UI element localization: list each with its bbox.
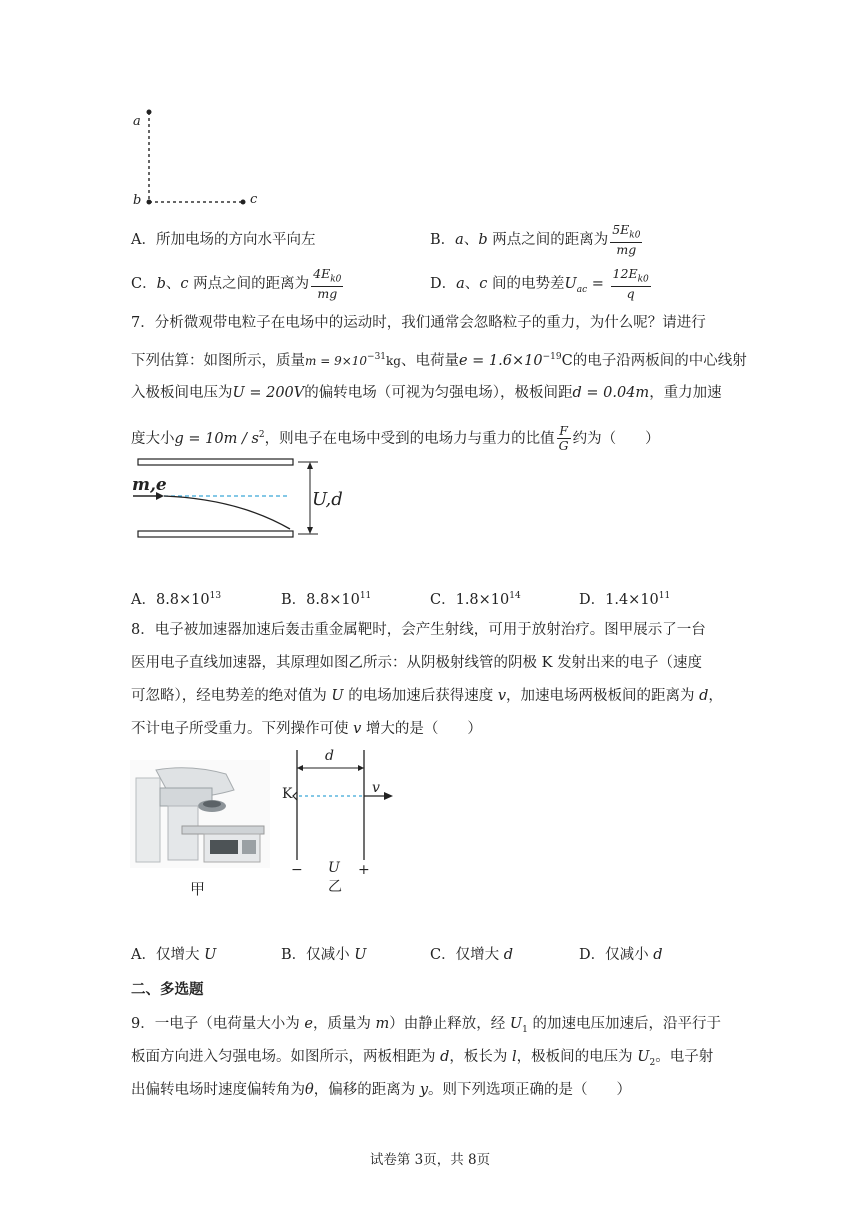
q8-line-3: 可忽略），经电势差的绝对值为 U 的电场加速后获得速度 v，加速电场两极板间的距离为 d， [131, 688, 723, 704]
point-label-c: c [250, 192, 258, 207]
page-footer: 试卷第 3页，共 8页 [369, 1152, 491, 1168]
q6-option-b: B．a、b 两点之间的距离为 $\frac{5E_{k0}}{mg}$ [430, 221, 641, 258]
label-v: v [372, 780, 380, 796]
q6-option-d: D．a、c 间的电势差$U_{ac}$ = $\frac{12E_{k0}}{q}$ [430, 265, 649, 302]
figure-abc-points [125, 102, 275, 212]
q8-option-d: D．仅减小 d [579, 947, 663, 963]
label-yi: 乙 [328, 879, 342, 895]
q8-option-a: A．仅增大 U [131, 947, 217, 963]
label-k: K [282, 786, 293, 802]
q8-line-1: 8．电子被加速器加速后轰击重金属靶时，会产生射线，可用于放射治疗。图甲展示了一台 [131, 622, 706, 638]
q7-line-2: 下列估算：如图所示，质量$m = 9\times 10^{-31}kg$、电荷量$e = 1.6\times 10^{-19}C$的电子沿两板间的中心线射 [131, 352, 747, 369]
point-label-a: a [133, 114, 141, 129]
figure-accelerator-schematic [280, 748, 405, 898]
q7-option-b: B．$8.8\times 10^{11}$ [281, 591, 372, 608]
q8-option-c: C．仅增大 d [430, 947, 514, 963]
q7-line-4: 度大小$g = 10m / s^2$，则电子在电场中受到的电场力与重力的比值 $\frac{F}{G}$ 约为（ ） [131, 423, 660, 454]
label-u-d: U,d [312, 489, 343, 510]
label-m-e: m,e [132, 475, 167, 495]
q7-line-3: 入极板间电压为U = 200V的偏转电场（可视为匀强电场），极板间距d = 0.04m，重力加速 [131, 385, 722, 401]
q9-line-1: 9．一电子（电荷量大小为 e，质量为 m）由静止释放，经 $U_1$ 的加速电压加速后，沿平行于 [131, 1016, 721, 1035]
label-u: U [328, 860, 340, 876]
q8-line-2: 医用电子直线加速器，其原理如图乙所示：从阴极射线管的阴极 K 发射出来的电子（速度 [131, 655, 703, 671]
q7-option-a: A．$8.8\times 10^{13}$ [131, 591, 222, 608]
q7-option-c: C．$1.8\times 10^{14}$ [430, 591, 521, 608]
q8-option-b: B．仅减小 U [281, 947, 367, 963]
q6-option-c: C．b、c 两点之间的距离为 $\frac{4E_{k0}}{mg}$ [131, 265, 342, 302]
q8-line-4: 不计电子所受重力。下列操作可使 v 增大的是（ ） [131, 721, 482, 737]
figure-deflection-plates [128, 455, 358, 545]
figure-accelerator-photo [130, 760, 270, 868]
q7-option-d: D．$1.4\times 10^{11}$ [579, 591, 671, 608]
q7-line-1: 7．分析微观带电粒子在电场中的运动时，我们通常会忽略粒子的重力，为什么呢？请进行 [131, 315, 706, 331]
q9-line-3: 出偏转电场时速度偏转角为θ，偏移的距离为 y。则下列选项正确的是（ ） [131, 1082, 632, 1098]
label-jia: 甲 [190, 880, 206, 898]
label-minus: − [291, 862, 303, 878]
q9-line-2: 板面方向进入匀强电场。如图所示，两板相距为 d，板长为 l，极板间的电压为 $U_2$。电子射 [131, 1049, 714, 1068]
point-label-b: b [133, 193, 142, 208]
q6-option-a: A．所加电场的方向水平向左 [131, 232, 316, 248]
label-plus: + [358, 862, 370, 878]
section-title-multiple-choice: 二、多选题 [131, 981, 204, 998]
label-d: d [325, 748, 334, 764]
